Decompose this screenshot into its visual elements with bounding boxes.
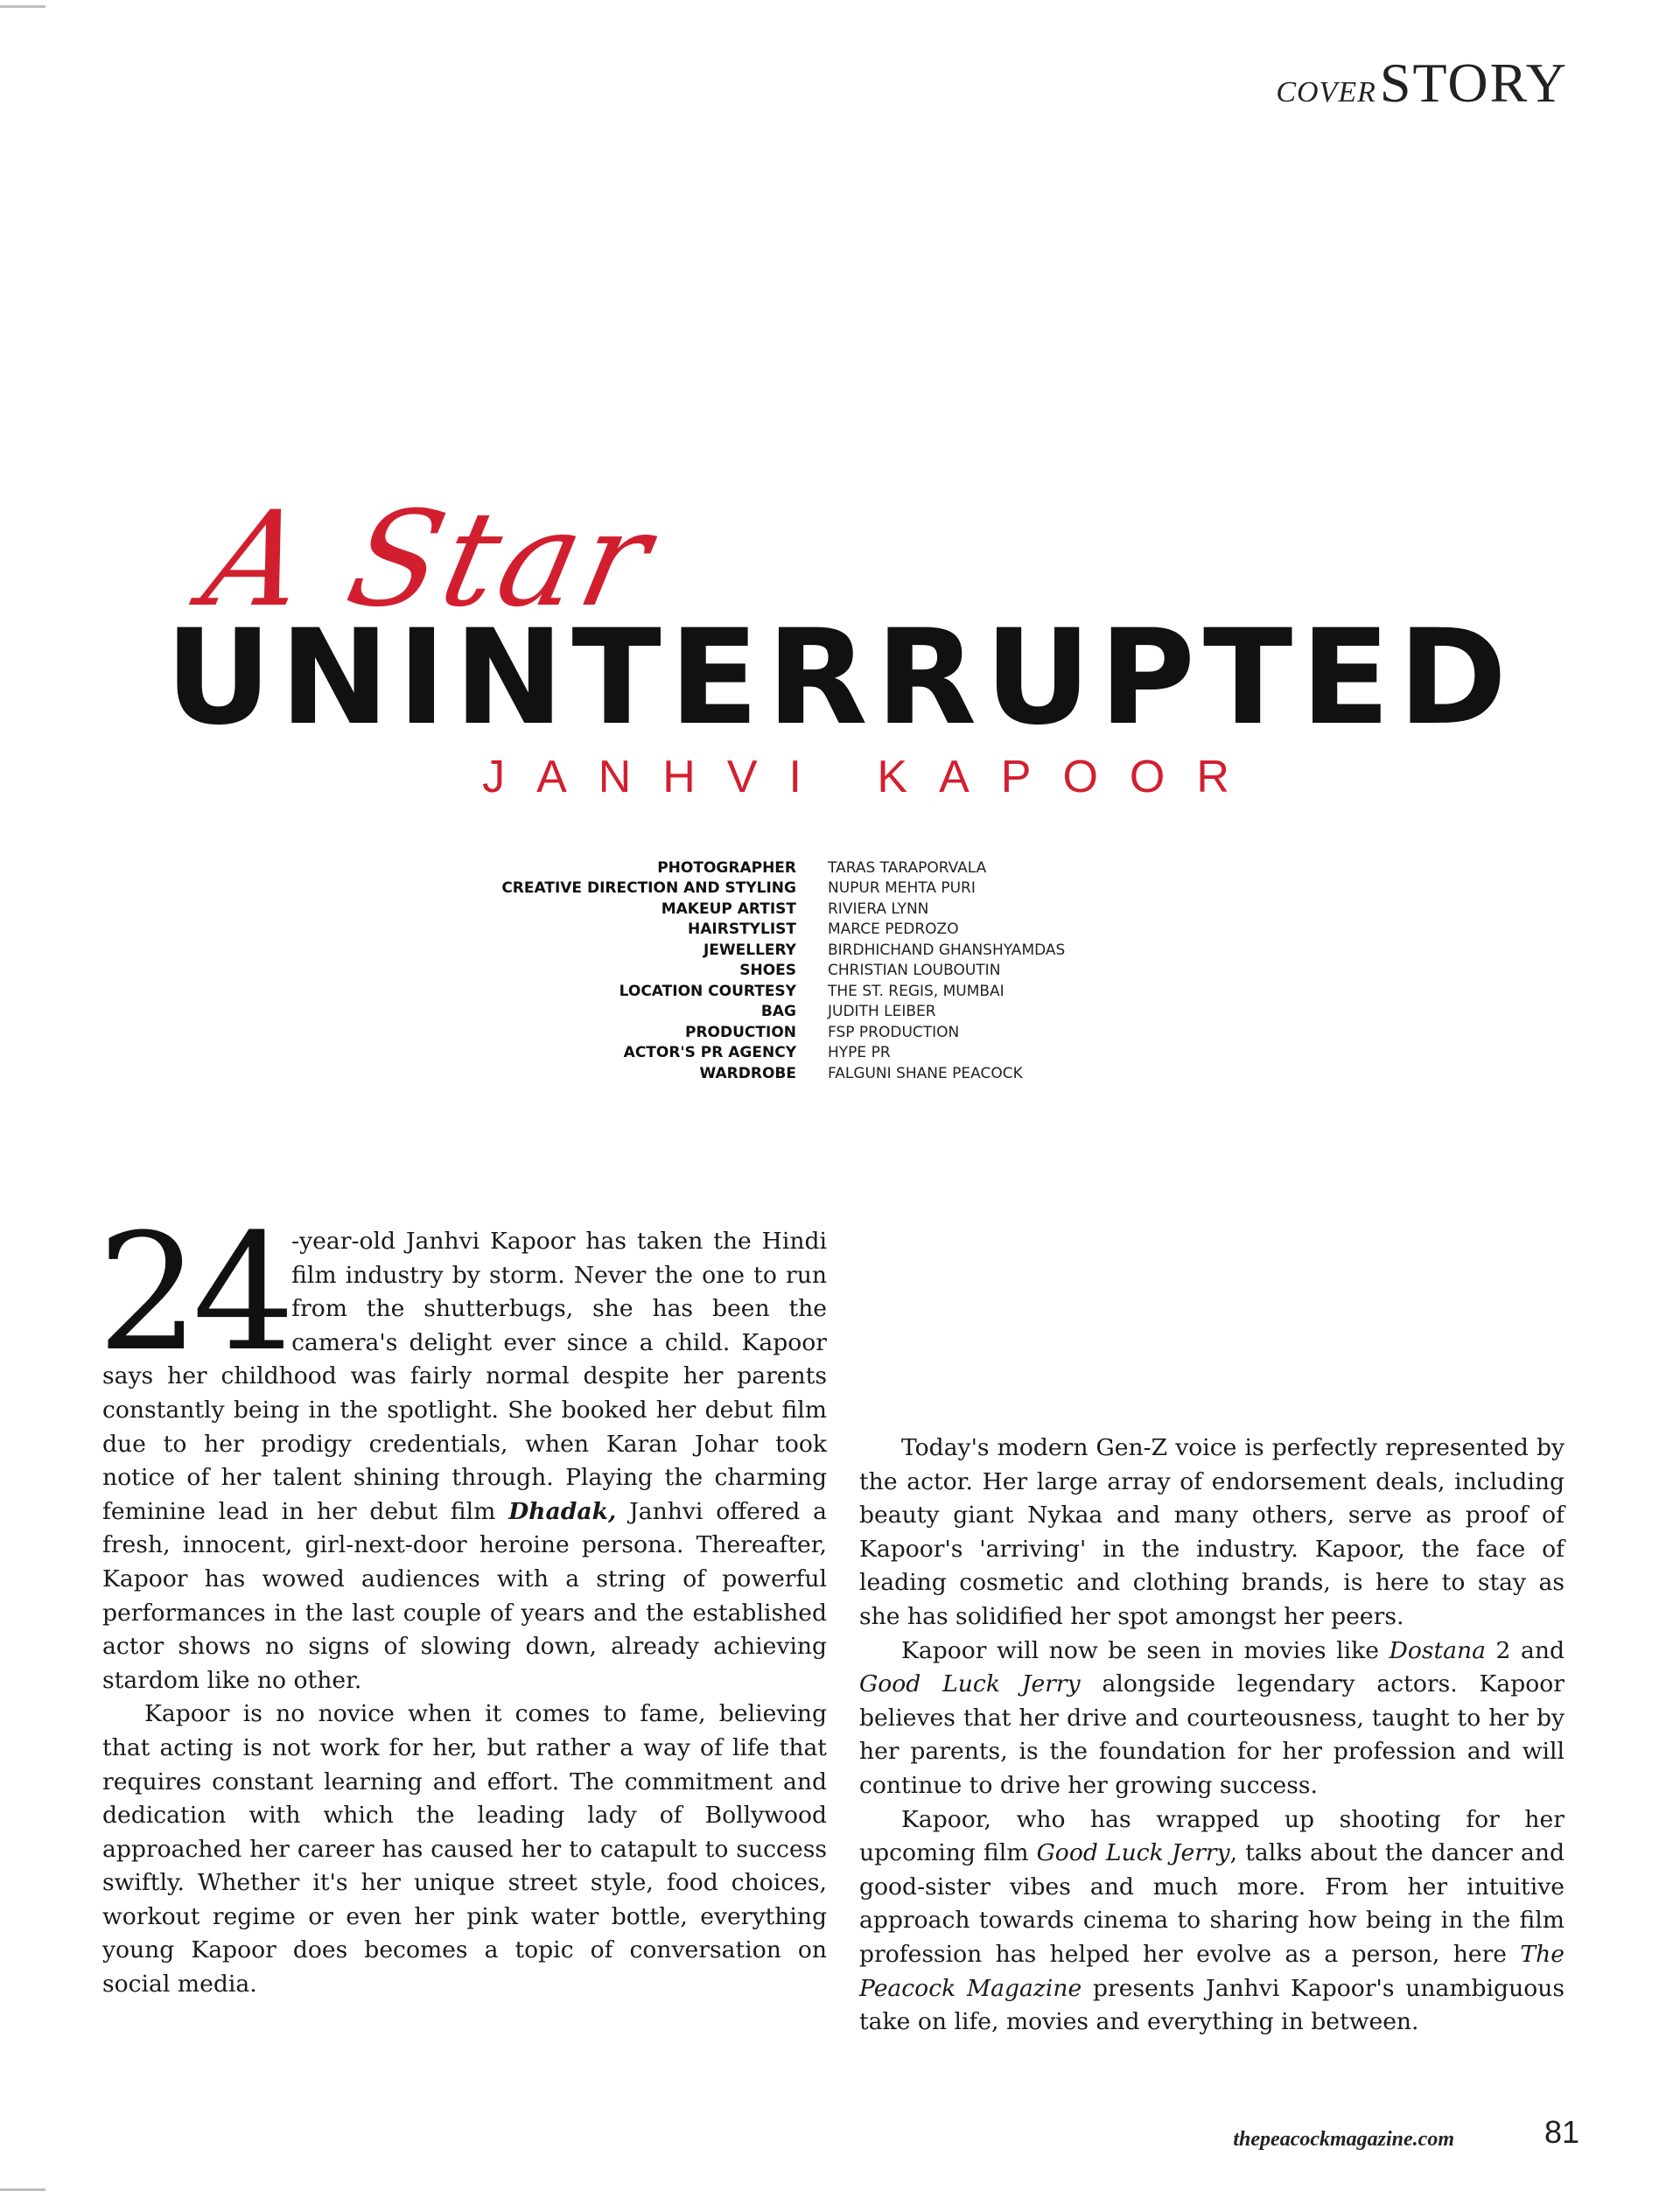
credit-role: BAG — [760, 1003, 796, 1021]
credit-row — [0, 961, 1680, 982]
article-paragraph — [859, 1803, 1564, 2040]
corner-crop-mark — [0, 2188, 46, 2191]
credits-list — [0, 858, 1680, 1084]
paragraph-text: Kapoor will now be seen in movies like — [901, 1636, 1390, 1664]
credit-name: JUDITH LEIBER — [828, 1003, 936, 1021]
paragraph-text: -year-old Janhvi Kapoor has taken the Hindi film industry by storm. Never the one to run from the shutterbugs, she has been the camera's delight ever since a child. Kapoor says her childhood was fairly normal despite her parents constantly being in the spotlight. She booked her debut film due to her prodigy credentials, when Karan Johar took notice of her talent shining through. Playing the charming feminine lead in her debut film — [102, 1228, 827, 1525]
credit-name: TARAS TARAPORVALA — [828, 858, 987, 877]
credit-row — [0, 940, 1680, 961]
credit-name: THE ST. REGIS, MUMBAI — [828, 982, 1004, 1000]
credit-row — [0, 981, 1680, 1002]
section-label — [1276, 51, 1568, 116]
film-title: Dostana — [1389, 1636, 1487, 1664]
credit-row — [0, 1002, 1680, 1023]
credit-role: ACTOR'S PR AGENCY — [623, 1044, 796, 1062]
credit-name: FSP PRODUCTION — [828, 1023, 960, 1041]
paragraph-text: 2 and — [1486, 1636, 1564, 1664]
article-column-right — [859, 1432, 1564, 2040]
credit-name: HYPE PR — [828, 1044, 891, 1062]
section-label-big: STORY — [1379, 52, 1568, 114]
credit-row — [0, 878, 1680, 900]
paragraph-text: presents Janhvi Kapoor's unambiguous take on life, movies and everything in between. — [859, 1974, 1564, 2036]
credit-row — [0, 1063, 1680, 1084]
credit-role: SHOES — [739, 962, 796, 980]
corner-crop-mark — [0, 5, 46, 8]
credit-name: MARCE PEDROZO — [828, 920, 959, 939]
drop-cap: 24 — [97, 1200, 289, 1387]
credit-row — [0, 899, 1680, 920]
article-paragraph: Today's modern Gen-Z voice is perfectly represented by the actor. Her large array of endorsement deals, including beauty giant Nykaa and many others, serve as proof of Kapoor's 'arriving' in the industry. Kapoor, the face of leading cosmetic and clothing brands, is here to stay as she has solidified her spot amongst her peers. — [859, 1434, 1564, 1630]
credit-role: PHOTOGRAPHER — [657, 858, 796, 877]
credit-row — [0, 1022, 1680, 1043]
credit-row — [0, 1043, 1680, 1064]
credit-role: PRODUCTION — [685, 1023, 796, 1041]
credit-name: CHRISTIAN LOUBOUTIN — [828, 962, 1001, 980]
credit-role: MAKEUP ARTIST — [661, 900, 796, 918]
footer-website: thepeacockmagazine.com — [1233, 2128, 1454, 2151]
film-title: Good Luck Jerry — [859, 1670, 1081, 1698]
credit-role: CREATIVE DIRECTION AND STYLING — [501, 879, 796, 898]
article-paragraph: Kapoor is no novice when it comes to fame, believing that acting is not work for her, but rather a way of life that requires constant learning and effort. The commitment and dedication with which the leading lady of Bollywood approached her career has caused her to catapult to success swiftly. Whether it's her unique street style, food choices, workout regime or even her pink water bottle, everything young Kapoor does becomes a topic of conversation on social media. — [102, 1700, 827, 1998]
credit-name: BIRDHICHAND GHANSHYAMDAS — [828, 941, 1066, 959]
credit-role: WARDROBE — [699, 1064, 796, 1082]
article-paragraph — [859, 1634, 1564, 1803]
paragraph-text: Janhvi offered a fresh, innocent, girl-next-door heroine persona. Thereafter, Kapoor has wowed audiences with a string of powerful performances in the last couple of years and the established actor shows no signs of slowing down, already achieving stardom like no other. — [102, 1497, 827, 1694]
credit-role: JEWELLERY — [703, 941, 796, 959]
credit-name: RIVIERA LYNN — [828, 900, 929, 918]
paragraph-text: Kapoor, who has wrapped up shooting for her upcoming film — [859, 1805, 1564, 1867]
credit-name: FALGUNI SHANE PEACOCK — [828, 1064, 1023, 1082]
film-title: Good Luck Jerry — [1036, 1839, 1230, 1867]
credit-row — [0, 858, 1680, 878]
credit-name: NUPUR MEHTA PURI — [828, 879, 976, 898]
title-script: A Star — [192, 484, 666, 636]
page-number: 81 — [1544, 2114, 1579, 2150]
subject-name: JANHVI KAPOOR — [482, 752, 1261, 802]
page-title: UNINTERRUPTED — [164, 602, 1516, 754]
credit-row — [0, 920, 1680, 941]
article-column-left — [97, 1200, 827, 2002]
paragraph-text: , talks about the dancer and good-sister vibes and much more. From her intuitive approach towards cinema to sharing how being in the film profession has helped her evolve as a person, here — [859, 1839, 1564, 1968]
film-title: Dhadak, — [508, 1497, 617, 1525]
credit-role: LOCATION COURTESY — [619, 982, 796, 1000]
credit-role: HAIRSTYLIST — [688, 920, 796, 939]
article-paragraph — [97, 1200, 827, 1698]
section-label-small: COVER — [1276, 76, 1376, 108]
paragraph-text: alongside legendary actors. Kapoor believes that her drive and courteousness, taught to her by her parents, is the foundation for her profession and will continue to drive her growing success. — [859, 1670, 1564, 1799]
magazine-name: The Peacock Magazine — [859, 1940, 1564, 2002]
